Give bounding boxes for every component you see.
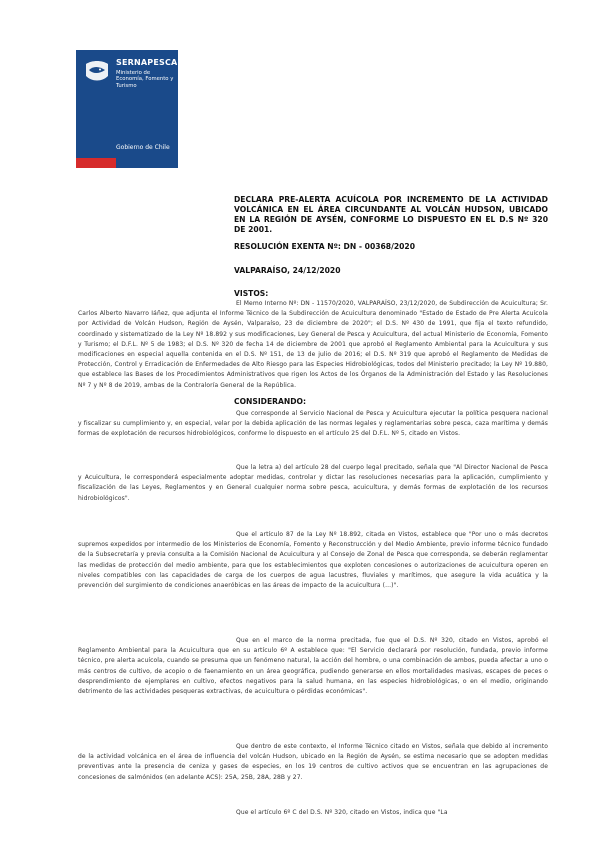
paragraph-text: Que la letra a) del artículo 28 del cuerpo legal precitado, señala que "Al Director Nacional de Pesca y Acuicultura, le corresponderá especialmente adoptar medidas, controlar y dictar las resoluciones necesarias para la aplicación, cumplimiento y fiscalización de las Leyes, Reglamentos y en General cualquier norma sobre pesca, acuicultura, y demás formas de explotación de los recursos hidrobiológicos". — [78, 464, 548, 502]
paragraph-text: Que el artículo 6º C del D.S. Nº 320, citado en Vistos, indica que "La — [236, 809, 448, 816]
considerando-paragraph-1 — [78, 409, 548, 440]
logo-ministry: Ministerio de Economía, Fomento y Turismo — [116, 70, 174, 89]
logo-government: Gobierno de Chile — [116, 144, 170, 151]
paragraph-text: Que el artículo 87 de la Ley Nº 18.892, citada en Vistos, establece que "Por uno o más decretos supremos expedidos por intermedio de los Ministerios de Economía, Fomento y Reconstrucción y del Medio Ambiente, previo informe técnico fundado de la Subsecretaría y previa consulta a la Comisión Nacional de Acuicultura y al Consejo de Zonal de Pesca que corresponda, se deberán reglamentar las medidas de protección del medio ambiente, para que los establecimientos que exploten concesiones o autorizaciones de acuicultura operen en niveles compatibles con las capacidades de carga de los cuerpos de agua lacustres, fluviales y marítimos, que asegure la vida acuática y la prevención del surgimiento de condiciones anaeróbicas en las áreas de impacto de la acuicultura (...)". — [78, 531, 548, 590]
considerando-paragraph-3 — [78, 530, 548, 591]
paragraph-text: Que dentro de este contexto, el Informe Técnico citado en Vistos, señala que debido al incremento de la actividad volcánica en el área de influencia del volcán Hudson, ubicado en la Región de Aysén, se estima necesario que se adopten medidas preventivas ante la presencia de ceniza y gases de especies, en los 19 centros de cultivo activos que se encuentran en las agrupaciones de concesiones de salmónidos (en adelante ACS): 25A, 25B, 28A, 28B y 27. — [78, 743, 548, 781]
vistos-heading: VISTOS: — [234, 289, 269, 298]
considerando-paragraph-2 — [78, 463, 548, 504]
logo-blue-stripe — [116, 158, 178, 168]
document-date: VALPARAÍSO, 24/12/2020 — [234, 266, 341, 275]
logo-org-name: SERNAPESCA — [116, 58, 178, 67]
logo-red-stripe — [76, 158, 116, 168]
sernapesca-logo — [76, 50, 178, 168]
considerando-paragraph-6 — [78, 808, 548, 818]
considerando-heading: CONSIDERANDO: — [234, 397, 307, 406]
document-title: DECLARA PRE-ALERTA ACUÍCOLA POR INCREMENTO DE LA ACTIVIDAD VOLCÁNICA EN EL ÁREA CIRCUNDANTE AL VOLCÁN HUDSON, UBICADO EN LA REGIÓN DE AYSÉN, CONFORME LO DISPUESTO EN EL D.S Nº 320 DE 2001. — [234, 195, 548, 234]
vistos-paragraph — [78, 299, 548, 391]
paragraph-text: Que corresponde al Servicio Nacional de Pesca y Acuicultura ejecutar la política pesquera nacional y fiscalizar su cumplimiento y, en especial, velar por la debida aplicación de las normas legales y reglamentarias sobre pesca, caza marítima y demás formas de explotación de recursos hidrobiológicos, conforme lo dispuesto en el artículo 25 del D.F.L. Nº 5, citado en Vistos. — [78, 410, 548, 438]
considerando-paragraph-4 — [78, 636, 548, 697]
shield-emblem-icon — [82, 58, 112, 88]
resolution-number: RESOLUCIÓN EXENTA Nº: DN - 00368/2020 — [234, 242, 415, 251]
considerando-paragraph-5 — [78, 742, 548, 783]
vistos-text: El Memo Interno Nº: DN - 11570/2020, VALPARAÍSO, 23/12/2020, de Subdirección de Acuicultura; Sr. Carlos Alberto Navarro Iáñez, que adjunta el Informe Técnico de la Subdirección de Acuicultura denominado "Estado de Estado de Pre Alerta Acuícola por Actividad de Volcán Hudson, Región de Aysén, Valparaíso, 23 de diciembre de 2020"; el D.S. Nº 430 de 1991, que fija el texto refundido, coordinado y sistematizado de la Ley Nº 18.892 y sus modificaciones, Ley General de Pesca y Acuicultura, del actual Ministerio de Economía, Fomento y Turismo; el D.F.L. Nº 5 de 1983; el D.S. Nº 320 de fecha 14 de diciembre de 2001 que aprobó el Reglamento Ambiental para la Acuicultura y sus modificaciones en especial aquella contenida en el D.S. Nº 151, de 13 de julio de 2016; el D.S. Nº 319 que aprobó el Reglamento de Medidas de Protección, Control y Erradicación de Enfermedades de Alto Riesgo para las Especies Hidrobiológicas, todos del Ministerio precitado; la Ley Nº 19.880, que establece las Bases de los Procedimientos Administrativos que rigen los Actos de los Órganos de la Administración del Estado y las Resoluciones Nº 7 y Nº 8 de 2019, ambas de la Contraloría General de la República. — [78, 300, 548, 389]
paragraph-text: Que en el marco de la norma precitada, fue que el D.S. Nº 320, citado en Vistos, aprobó el Reglamento Ambiental para la Acuicultura que en su artículo 6º A establece que: "El Servicio declarará por resolución, fundada, previo informe técnico, pre alerta acuícola, cuando se presuma que un fenómeno natural, la acción del hombre, o una combinación de ambos, pueda afectar a uno o más centros de cultivo, de acopio o de faenamiento en un área geográfica, pudiendo generarse en ellos mortalidades masivas, escapes de peces o desprendimiento de ejemplares en cultivo, efectos negativos para la salud humana, en las especies hidrobiológicas, o en el medio, originando detrimento de las actividades pesqueras extractivas, de acuicultura o pérdidas económicas". — [78, 637, 548, 696]
